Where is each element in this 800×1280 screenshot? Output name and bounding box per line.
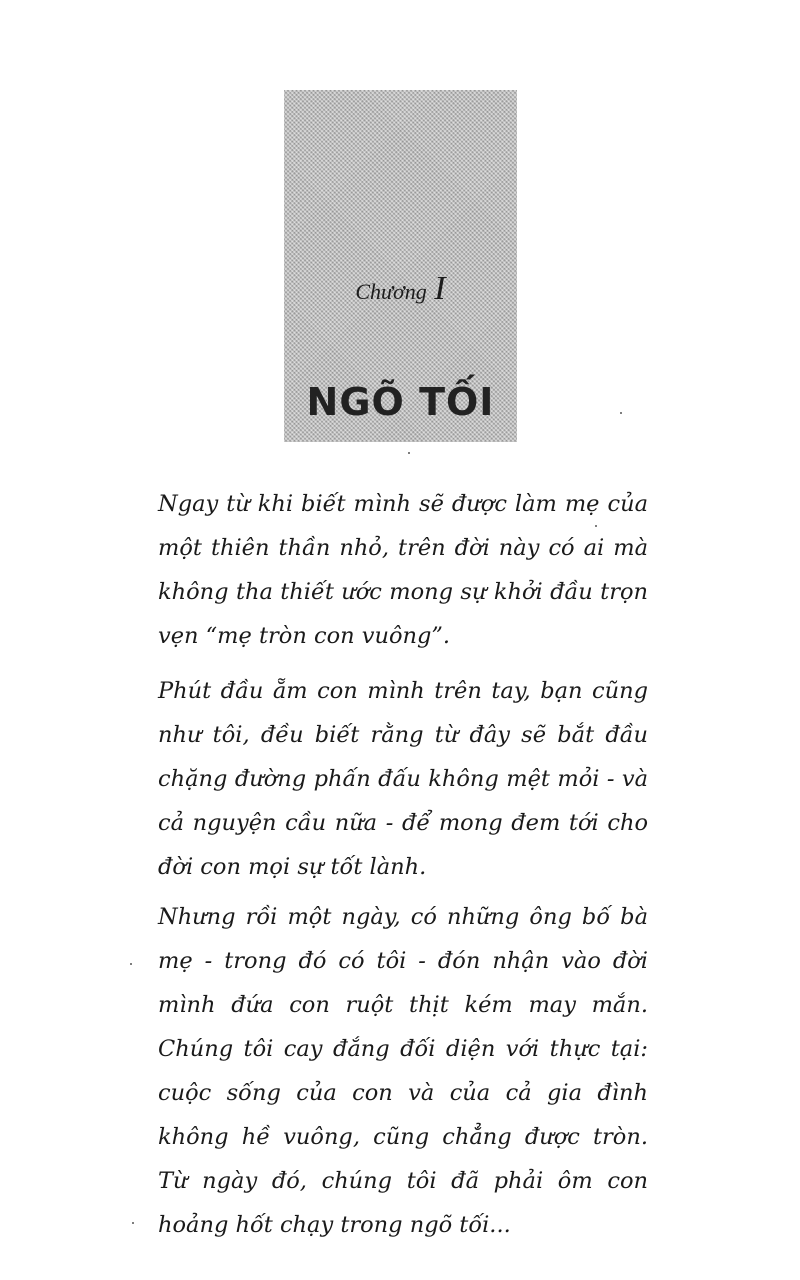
- scan-speck: [132, 1222, 134, 1224]
- scan-speck: [408, 452, 410, 454]
- chapter-label: [284, 270, 517, 308]
- paragraph-1: Ngay từ khi biết mình sẽ được làm mẹ của một thiên thần nhỏ, trên đời này có ai mà không tha thiết ước mong sự khởi đầu trọn vẹn “mẹ tròn con vuông”.: [158, 491, 648, 649]
- paragraph-3: Nhưng rồi một ngày, có những ông bố bà mẹ - trong đó có tôi - đón nhận vào đời mình đứa con ruột thịt kém may mắn. Chúng tôi cay đắng đối diện với thực tại: cuộc sống của con và của cả gia đình không hề vuông, cũng chẳng được tròn. Từ ngày đó, chúng tôi đã phải ôm con hoảng hốt chạy trong ngõ tối...: [158, 904, 648, 1238]
- scan-speck: [620, 412, 622, 414]
- paragraph-2: Phút đầu ẵm con mình trên tay, bạn cũng như tôi, đều biết rằng từ đây sẽ bắt đầu chặng đường phấn đấu không mệt mỏi - và cả nguyện cầu nữa - để mong đem tới cho đời con mọi sự tốt lành.: [158, 678, 648, 880]
- chapter-heading-box: [284, 90, 517, 442]
- chapter-label-text: Chương: [355, 279, 427, 304]
- scan-speck: [130, 963, 132, 965]
- chapter-numeral: I: [434, 270, 446, 307]
- chapter-title: NGÕ TỐI: [306, 380, 495, 424]
